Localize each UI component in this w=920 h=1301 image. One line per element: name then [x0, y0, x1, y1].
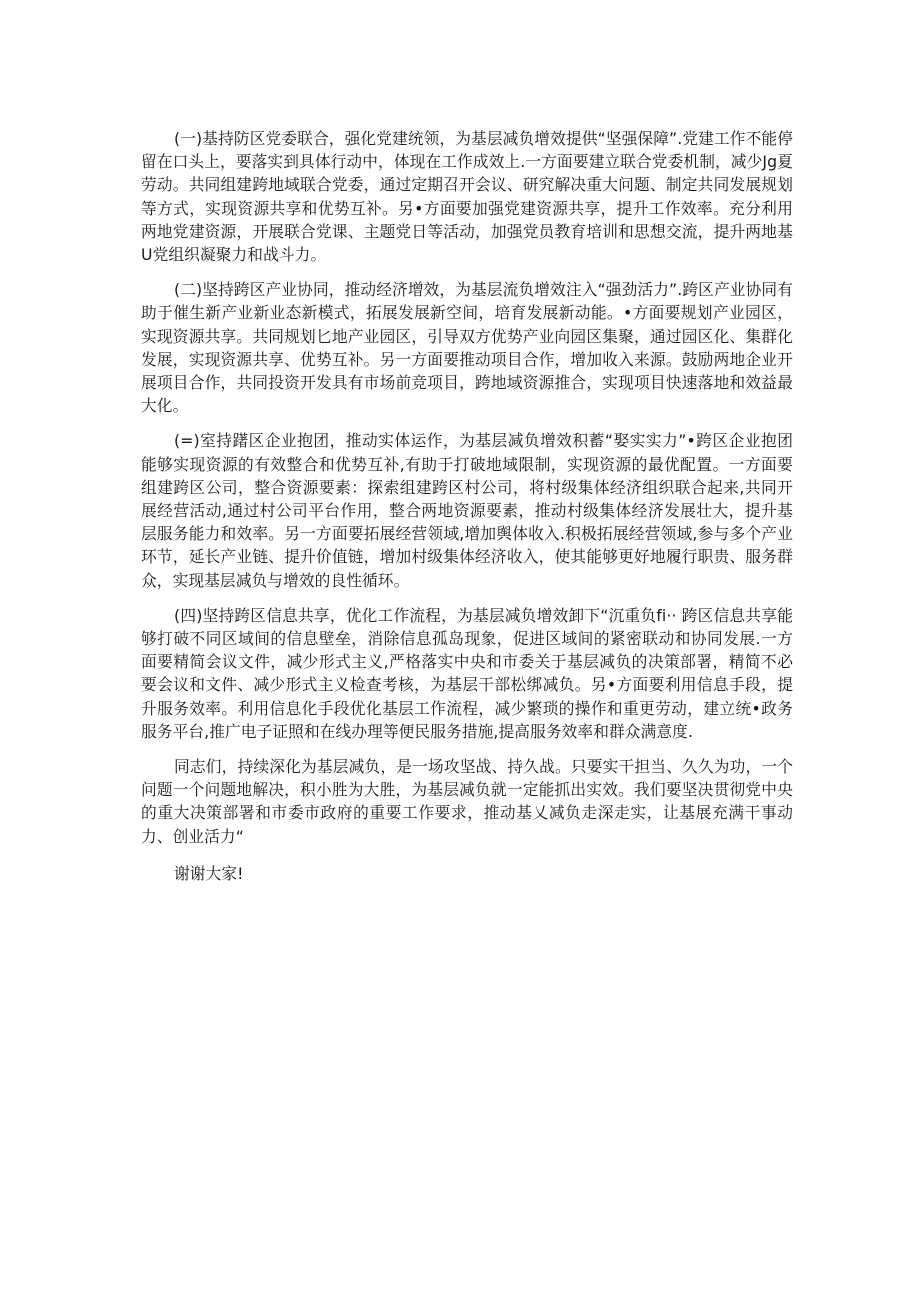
paragraph-1-party-building: (一)基持防区党委联合，强化党建统领，为基层减负增效提供“坚强保障”.党建工作不能停留在口头上，要落实到具体行动中，体现在工作成效上.一方面要建立联合党委机制，减少Jg夏劳动。共同组建跨地域联合党委，通过定期召开会议、研究解决重大问题、制定共同发展规划等方式，实现资源共享和优势互补。另•方面要加强党建资源共享，提升工作效率。充分利用两地党建资源，开展联合党课、主题党日等活动，加强党员教育培训和思想交流，提升两地基U党组织凝聚力和战斗力。: [141, 129, 793, 265]
document-body: [141, 127, 793, 897]
paragraph-3-enterprise-alliance: (=)室持躇区企业抱团，推动实体运作，为基层减负增效积蓄“娶实实力”•跨区企业抱团能够实现资源的有效整合和优势互补,有助于打破地域限制，实现资源的最优配置。一方面要组建跨区公司，整合资源要素：探索组建跨区村公司，将村级集体经济组织联合起来,共同开展经营活动,通过村公司平台作用，整合两地资源要素，推动村级集体经济发展壮大，提升基层服务能力和效率。另一方面要拓展经营领域,增加舆体收入.积极拓展经营领域,参与多个产业环节，延长产业链、提升价值链，增加村级集体经济收入，使其能够更好地履行职贵、服务群众，实现基层减负与增效的良性循环。: [141, 431, 793, 590]
paragraph-4-information-sharing: (四)坚持跨区信息共享，优化工作流程，为基层减负增效卸下“沉重负fi·· 跨区信息共享能够打破不同区域间的信息壁垒，消除信息孤岛现象，促进区域间的紧密联动和协同发展.一方面要精简会议文件，减少形式主义,严格落实中央和市委关于基层减负的决策部署，精简不必要会议和文件、减少形式主义检查考核，为基层干部松绑减负。另•方面要利用信息手段，提升服务效率。利用信息化手段优化基层工作流程，减少繁琐的操作和重更劳动，建立统•政务服务平台,推广电子证照和在线办理等便民服务措施,提高服务效率和群众满意度.: [141, 605, 793, 741]
closing-thanks: 谢谢大家!: [174, 863, 244, 883]
paragraph-2-industry-synergy: (二)坚持跨区产业协同，推动经济增效，为基层流负增效注入“强劲活力”.跨区产业协同有助于催生新产业新业态新模式，拓展发展新空间，培育发展新动能。•方面要规划产业园区，实现资源共享。共同规划匕地产业园区，引导双方优势产业向园区集聚，通过园区化、集群化发展，实现资源共享、优势互补。另一方面要推动项目合作，增加收入来源。鼓励两地企业开展项目合作，共同投资开发具有市场前竞项目，跨地域资源推合，实现项目快速落地和效益最大化。: [141, 280, 793, 416]
paragraph-5-conclusion: 同志们，持续深化为基层减负，是一场攻坚战、持久战。只要实干担当、久久为功，一个问题一个问题地解决，积小胜为大胜，为基层减负就一定能抓出实效。我们要坚决贯彻党中央的重大决策部署和市委市政府的重要工作要求，推动基乂减负走深走实，让基展充满干事动力、创业活力“: [141, 757, 793, 846]
